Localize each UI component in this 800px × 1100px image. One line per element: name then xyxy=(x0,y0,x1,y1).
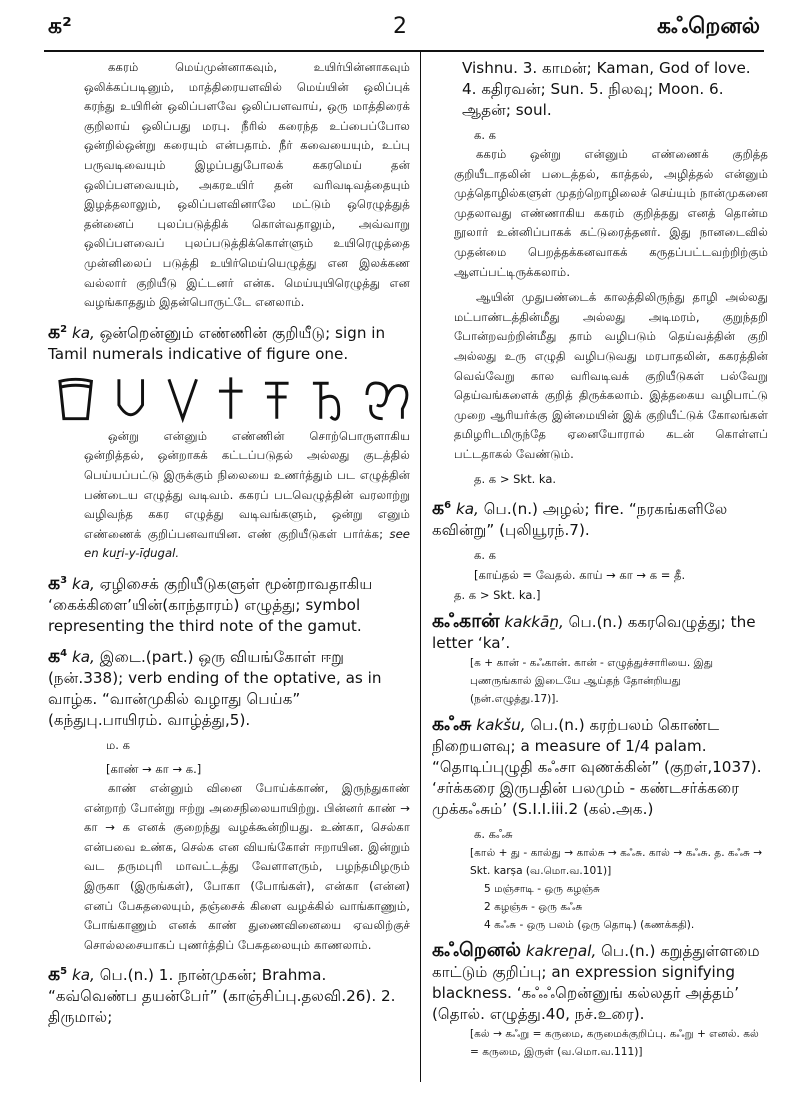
etymology-derivation: [கால் + து - கால்து → கால்சு → கஃசு. கால் → கஃசு. த. கஃசு → Skt. karṣa (வ.மொ.வ.101)] xyxy=(470,846,763,877)
header-right-guide-word: கஃறெனல் xyxy=(656,14,760,39)
entry-ka-5-continued: Vishnu. 3. காமன்; Kaman, God of love. 4. கதிரவன்; Sun. 5. நிலவு; Moon. 6. ஆதன்; soul. xyxy=(462,59,751,119)
entry-ka-4-paragraph: காண் என்னும் வினை போய்க்காண், இருந்துகாண் என்றாற் போன்று ஈற்று அசைநிலையாயிற்று. பின்னர் காண் → கா → க எனக் குறைந்து வழக்கூன்றியது. உண்கா, செல்கா என்பவை உண்க, செல்க என வியங்கோள் ஈறாயின. இன்றும் வட தருமபுரி மாவட்டத்து வேளாளரும், பழந்தமிழரும் இருகா (இருங்கள்), போகா (போங்கள்), என்கா (என்ன) எனப் பேசுதலையும், தஞ்சைக் கிளை வழக்கில் வாங்காணும், போங்காணும் எனக் காண் துணைவினையை ஏவலிற்குச் சொல்லசையாகப் புணர்த்திப் பேசுதலையும் காணலாம். xyxy=(84,781,410,952)
page-number: 2 xyxy=(393,14,407,39)
transliteration: ka, xyxy=(71,575,95,593)
headword-index: 5 xyxy=(60,966,68,978)
headword: க xyxy=(48,963,61,986)
transliteration: ka, xyxy=(71,966,95,985)
left-column xyxy=(48,58,410,1028)
definition: பெ.(n.) 1. நான்முகன்; Brahma. “கவ்வெண்ப தயன்பேர்” (காஞ்சிப்பு.தலவி.26). 2. திருமால்; xyxy=(48,966,396,1027)
entry-ka-2 xyxy=(48,319,410,365)
glyph-6-icon xyxy=(307,375,346,423)
definition: இடை.(part.) ஒரு வியங்கோள் ஈறு (நன்.338); verb ending of the optative, as in வாழ்க. “வான்முகில் வழாது பெய்க” (கந்துபு.பாயிரம். வாழ்த்து,5). xyxy=(48,648,382,730)
entry-kakkan-note: [க + கான் - கஃகான். கான் - எழுத்துச்சாரியை. இது புணருங்கால் இடையே ஆய்தந் தோன்றியது (நன்.எழுத்து.17)]. xyxy=(470,656,714,705)
ka-numeral-glyphs-illustration xyxy=(48,371,410,423)
entry-ka-5 xyxy=(48,961,410,1028)
entry-kaksu xyxy=(432,714,768,820)
transliteration: kakreṉal, xyxy=(525,941,597,960)
glyph-2-icon xyxy=(113,375,148,423)
measure-list-item: 5 மஞ்சாடி - ஒரு கழஞ்சு xyxy=(484,882,601,895)
definition: பெ.(n.) அழல்; fire. “நரகங்களிலே கவின்று” (புலியூரந்.7). xyxy=(432,499,728,539)
etymology-derivation: [காண் → கா → க.] xyxy=(106,762,202,777)
transliteration: kakšu, xyxy=(476,715,526,734)
etymology-sanskrit: த. க > Skt. ka. xyxy=(474,471,557,486)
etymology-derivation: [காய்தல் = வேதல். காய் → கா → க = தீ. xyxy=(474,567,686,582)
glyph-5-icon xyxy=(262,375,292,423)
entry-ka-4 xyxy=(48,643,410,731)
entry-kakkan xyxy=(432,611,768,654)
headword: க xyxy=(48,645,61,668)
entry-kakrenal-note: [கல் → கஃறு = கருமை, கருமைக்குறிப்பு. கஃறு + எனல். கல் = கருமை, இருள் (வ.மொ.வ.111)] xyxy=(470,1027,759,1058)
headword-index: 3 xyxy=(60,574,68,586)
right-column xyxy=(432,58,768,1061)
definition: ஒன்றென்னும் எண்ணின் குறியீடு; sign in Tamil numerals indicative of figure one. xyxy=(48,323,386,363)
transliteration: ka, xyxy=(71,648,95,667)
transliteration: kakkāṉ, xyxy=(504,612,564,631)
headword-index: 6 xyxy=(444,499,452,511)
glyph-3-icon xyxy=(165,375,200,423)
definition: பெ.(n.) கறுத்துள்ளமை காட்டும் குறிப்பு; an expression signifying blackness. ‘கஃஃறென்னுங் கல்லதர் அத்தம்’ (தொல். எழுத்து.40, நச்.உரை). xyxy=(432,941,760,1023)
etymology-cognate: க. க xyxy=(474,547,497,562)
headword: கஃறெனல் xyxy=(432,938,521,961)
etymology-cognate: க. கஃசு xyxy=(474,826,513,841)
column-divider xyxy=(420,52,421,1082)
entry-ka-6 xyxy=(432,495,768,541)
headword: க xyxy=(432,496,445,519)
headword-index: 4 xyxy=(60,648,68,659)
transliteration: ka, xyxy=(455,499,479,518)
glyph-4-icon xyxy=(216,375,246,423)
definition: பெ.(n.) கரற்பலம் கொண்ட நிறையளவு; a measure of 1/4 palam. “தொடிப்புழுதி கஃசா வுணக்கின்” (குறள்,1037). ‘சர்க்கரை இருபதின் பலமும் - கண்டசர்க்கரை முக்கஃசும்’ (S.I.I.iii.2 (கல்.அக.) xyxy=(432,715,762,818)
headword: க xyxy=(48,572,61,594)
glyph-1-icon xyxy=(54,375,97,423)
glyph-7-icon xyxy=(363,375,410,423)
transliteration: ka, xyxy=(71,323,95,342)
header-rule xyxy=(44,50,764,52)
entry-ka-2-paragraph xyxy=(48,427,410,564)
headword: கஃகான் xyxy=(432,609,500,632)
cross-reference: see en kuṟi-y-īḍugal. xyxy=(84,526,410,561)
entry-ka-5-paragraph-2: ஆயின் முதுபண்டைக் காலத்திலிருந்து தாழி அல்லது மட்பாண்டத்தின்மீது அல்லது அடிமரம், குறுந்தறி போன்றவற்றின்மீது தாம் வழிபடும் தெய்வத்தின் குறி அல்லது உரு எழுதி வழிபடுவது மரபாதலின், ககரத்தின் வெவ்வேறு கால வரிவடிவக் குறியீடுகள் பல்வேறு தெய்வங்களைக் குறித் திருக்கலாம். இத்தகைய வழிபாட்டு முறை ஆரியர்க்கு இன்மையின் இக் குறியீட்டுக் கோலங்கள் தமிழரிடமிருந்தே ஏனையோரால் கடன் கொள்ளப் பட்டதாகல் வேண்டும். xyxy=(454,290,768,461)
page-header xyxy=(0,0,800,52)
measure-list-item: 4 கஃசு - ஒரு பலம் (ஒரு தொடி) (கணக்கதி). xyxy=(484,918,695,931)
intro-paragraph: ககரம் மெய்முன்னாகவும், உயிர்பின்னாகவும் ஒலிக்கப்படினும், மாத்திரையளவில் மெய்யின் ஒலிப்புக் கரந்து உயிரின் ஒலிப்பளவே ஒலிப்பளவாய், ஒரு மாத்திரைக் குறிலாய் ஒலிப்பது மரபு. நீரில் கரைந்த உப்பைப்போல ஒன்றில்ஒன்று கரையும் என்பதாம். நீர் கவையையும், உப்பு பருவடிவையும் இழப்பதுபோலக் ககரமெய் தன் ஒலிப்பளவையும், அகரஉயிர் தன் வரிவடிவத்தையும் இழத்தலாலும், ஒலிப்பளவினாலே மட்டும் ஒரெழுத்துத் தன்னைப் புலப்படுத்திக் கொள்வதாலும், அவ்வாறு ஒலிப்பளவைப் புலப்படுத்திக்கொள்ளும் உயிரெழுத்தை முன்னிலைப் படுத்தி உயிர்மெய்யெழுத்து என இலக்கண வல்லார் குறியீடு இட்டனர் என்க. மெய்யுயிரெழுத்து என வழங்காததும் இதன்பொருட்டே எனலாம். xyxy=(84,60,410,310)
entry-ka-5-paragraph-1: ககரம் ஒன்று என்னும் எண்ணைக் குறித்த குறியீடாதலின் படைத்தல், காத்தல், அழித்தல் என்னும் முத்தொழில்களுள் முதற்றொழிலைச் செய்யும் நான்முகனை முதலாவது எண்ணாகிய ககரம் குறித்தது எனத் தொன்ம நூலார் உன்னிப்பாகக் கட்டுரைத்தனர். இது நானடைவில் முதன்மை பெறத்தக்கனவாகக் கருதப்பட்டவற்றிற்கும் ஆளப்பட்டிருக்கலாம். xyxy=(454,147,768,279)
etymology-cognate: ம. க xyxy=(106,738,130,753)
measure-list-item: 2 கழஞ்சு - ஒரு கஃசு xyxy=(484,900,583,913)
entry-kakrenal xyxy=(432,940,768,1025)
headword: கஃசு xyxy=(432,712,472,735)
etymology-cognate: க. க xyxy=(474,128,497,142)
headword-index: 2 xyxy=(60,323,68,335)
definition: பெ.(n.) ககரவெழுத்து; the letter ‘ka’. xyxy=(432,612,756,652)
header-left-guide-word: க² xyxy=(48,14,72,39)
entry-ka-2-paragraph-text: ஒன்று என்னும் எண்ணின் சொற்பொருளாகிய ஒன்றித்தல், ஒன்றாகக் கட்டப்படுதல் அல்லது குடத்தில் பெய்யப்பட்டு இருக்கும் நிலையை உணர்த்தும் பட எழுத்தின் பண்டைய எழுத்து வடிவம். ககரப் படவெழுத்தின் வரலாற்று வழிவந்த ககர எழுத்து வடிவங்களும், ஒன்று எனும் எண்ணைக் குறிப்பனவாயின. எண் குறியீடுகள் பார்க்க; xyxy=(84,428,410,541)
entry-ka-3 xyxy=(48,570,410,637)
definition: ஏழிசைக் குறியீடுகளுள் மூன்றாவதாகிய ‘கைக்கிளை’யின்(காந்தாரம்) எழுத்து; symbol representing the third note of the gamut. xyxy=(48,575,373,635)
etymology-sanskrit: த. க > Skt. ka.] xyxy=(454,587,541,602)
headword: க xyxy=(48,320,61,343)
